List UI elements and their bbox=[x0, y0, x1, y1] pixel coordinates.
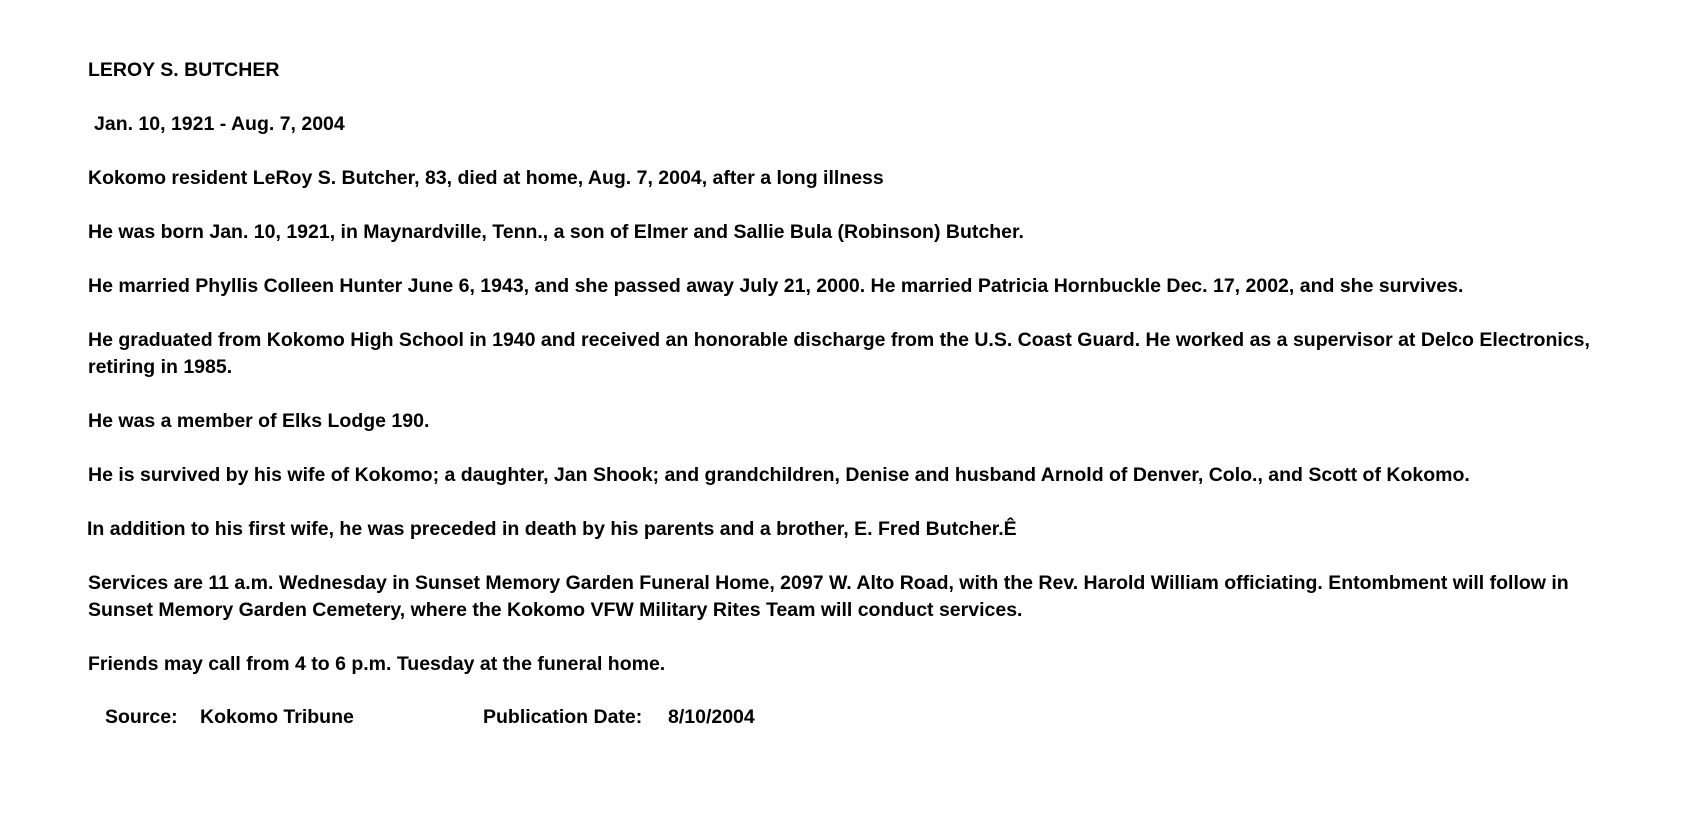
paragraph-survivors: He is survived by his wife of Kokomo; a daughter, Jan Shook; and grandchildren, Denise and husband Arnold of Denver, Colo., and Scott of Kokomo. bbox=[88, 464, 1470, 486]
source-footer bbox=[88, 704, 1618, 731]
paragraph-services: Services are 11 a.m. Wednesday in Sunset Memory Garden Funeral Home, 2097 W. Alto Road, with the Rev. Harold William officiating. Entombment will follow in Sunset Memory Garden Cemetery, where the Kokomo VFW Military Rites Team will conduct services. bbox=[88, 572, 1569, 621]
paragraph-preceded: In addition to his first wife, he was preceded in death by his parents and a brother, E. Fred Butcher.Ê bbox=[87, 518, 1017, 540]
obituary-dates: Jan. 10, 1921 - Aug. 7, 2004 bbox=[94, 113, 345, 135]
obituary-name: LEROY S. BUTCHER bbox=[88, 59, 280, 81]
paragraph-career: He graduated from Kokomo High School in 1940 and received an honorable discharge from the U.S. Coast Guard. He worked as a supervisor at Delco Electronics, retiring in 1985. bbox=[88, 329, 1590, 378]
publication-date-label: Publication Date: bbox=[483, 706, 643, 728]
source-label: Source: bbox=[105, 706, 178, 728]
paragraph-marriage: He married Phyllis Colleen Hunter June 6, 1943, and she passed away July 21, 2000. He married Patricia Hornbuckle Dec. 17, 2002, and she survives. bbox=[88, 275, 1464, 297]
paragraph-death: Kokomo resident LeRoy S. Butcher, 83, died at home, Aug. 7, 2004, after a long illness bbox=[88, 167, 884, 189]
obituary-document bbox=[88, 57, 1618, 731]
paragraph-visitation: Friends may call from 4 to 6 p.m. Tuesday at the funeral home. bbox=[88, 653, 666, 675]
publication-date-value: 8/10/2004 bbox=[668, 706, 755, 728]
source-value: Kokomo Tribune bbox=[200, 706, 354, 728]
paragraph-membership: He was a member of Elks Lodge 190. bbox=[88, 410, 430, 432]
paragraph-birth: He was born Jan. 10, 1921, in Maynardville, Tenn., a son of Elmer and Sallie Bula (Robinson) Butcher. bbox=[88, 221, 1024, 243]
